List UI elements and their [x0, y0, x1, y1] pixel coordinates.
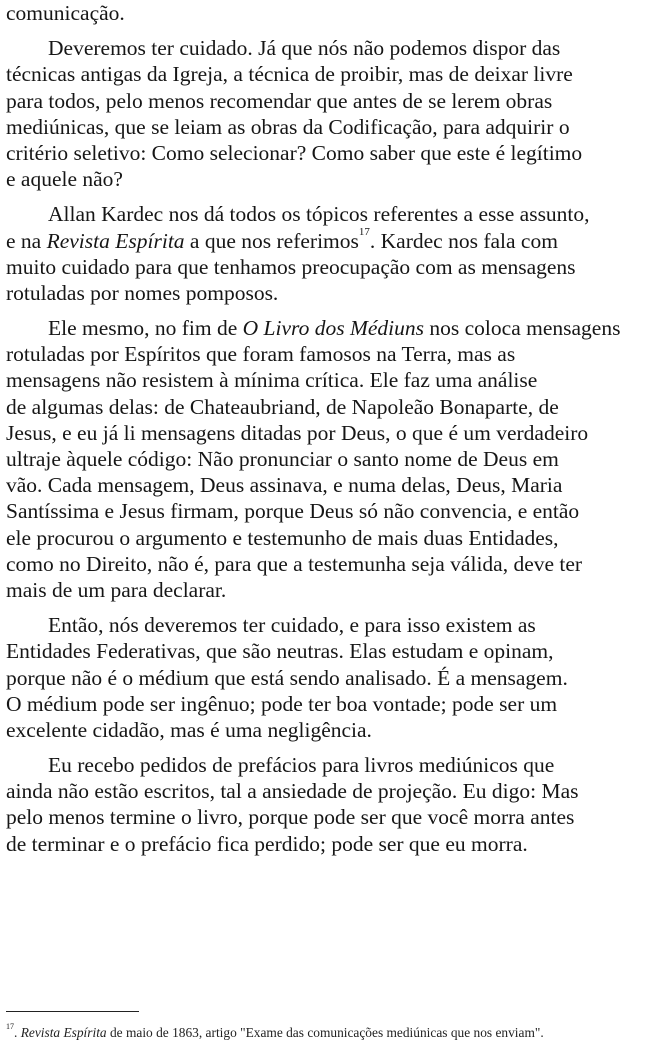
paragraph-line: ele procurou o argumento e testemunho de mais duas Entidades,	[6, 525, 559, 550]
body-text	[6, 0, 646, 857]
paragraph-line: para todos, pelo menos recomendar que antes de se lerem obras	[6, 88, 553, 113]
paragraph-line: Eu recebo pedidos de prefácios para livros mediúnicos que	[48, 753, 555, 778]
footnote-reference: 17	[358, 225, 370, 238]
paragraph-line: e aquele não?	[6, 167, 123, 192]
paragraph-line: como no Direito, não é, para que a testemunha seja válida, deve ter	[6, 551, 583, 576]
paragraph-line: rotuladas por Espíritos que foram famosos na Terra, mas as	[6, 342, 516, 367]
paragraph-line: O médium pode ser ingênuo; pode ter boa vontade; pode ser um	[6, 691, 558, 716]
paragraph-line: muito cuidado para que tenhamos preocupação com as mensagens	[6, 254, 576, 279]
paragraph-line: de terminar e o prefácio fica perdido; pode ser que eu morra.	[6, 831, 528, 856]
footnote-divider	[6, 1011, 139, 1012]
paragraph-line: rotuladas por nomes pomposos.	[6, 280, 279, 305]
paragraph-line: Deveremos ter cuidado. Já que nós não podemos dispor das	[48, 36, 561, 61]
paragraph-line: mensagens não resistem à mínima crítica. Ele faz uma análise	[6, 368, 538, 393]
footnote: $^{17}$. Revista Espírita de maio de 1863, artigo "Exame das comunicações mediúnicas que nos enviam".	[6, 1022, 544, 1040]
book-title-livro-dos-mediuns: O Livro dos Médiuns	[242, 316, 425, 341]
paragraph-line: mais de um para declarar.	[6, 577, 227, 602]
paragraph-line: critério seletivo: Como selecionar? Como saber que este é legítimo	[6, 140, 583, 165]
paragraph-line: comunicação.	[6, 1, 125, 25]
paragraph-line: ultraje àquele código: Não pronunciar o santo nome de Deus em	[6, 447, 559, 471]
paragraph-line-with-title: Ele mesmo, no fim de O Livro dos Médiuns nos coloca mensagens	[48, 316, 621, 341]
paragraph-line: Jesus, e eu já li mensagens ditadas por Deus, o que é um verdadeiro	[6, 420, 589, 445]
paragraph-line: ainda não estão escritos, tal a ansiedade de projeção. Eu digo: Mas	[6, 779, 579, 804]
paragraph-line: vão. Cada mensagem, Deus assinava, e numa delas, Deus, Maria	[6, 473, 563, 498]
paragraph-line: Entidades Federativas, que são neutras. Elas estudam e opinam,	[6, 639, 554, 664]
footnote-text: de maio de 1863, artigo "Exame das comunicações mediúnicas que nos enviam".	[106, 1025, 544, 1040]
paragraph-line: técnicas antigas da Igreja, a técnica de proibir, mas de deixar livre	[6, 62, 573, 87]
paragraph-line: porque não é o médium que está sendo analisado. É a mensagem.	[6, 665, 568, 690]
paragraph-line: pelo menos termine o livro, porque pode ser que você morra antes	[6, 805, 575, 830]
paragraph-line: de algumas delas: de Chateaubriand, de Napoleão Bonaparte, de	[6, 394, 559, 419]
paragraph-line: excelente cidadão, mas é uma negligência.	[6, 717, 372, 742]
paragraph-line: Allan Kardec nos dá todos os tópicos referentes a esse assunto,	[48, 202, 590, 227]
paragraph-line: Então, nós deveremos ter cuidado, e para isso existem as	[48, 613, 536, 638]
paragraph-line: mediúnicas, que se leiam as obras da Codificação, para adquirir o	[6, 114, 570, 139]
book-title-revista-espirita: Revista Espírita	[46, 228, 185, 253]
footnote-source-title: Revista Espírita	[20, 1025, 107, 1040]
paragraph-line-with-citation: e na Revista Espírita a que nos referimos$^{17}$. Kardec nos fala com	[6, 225, 558, 253]
footnote-marker: 17	[6, 1022, 14, 1031]
paragraph-line: Santíssima e Jesus firmam, porque Deus só não convencia, e então	[6, 499, 580, 524]
